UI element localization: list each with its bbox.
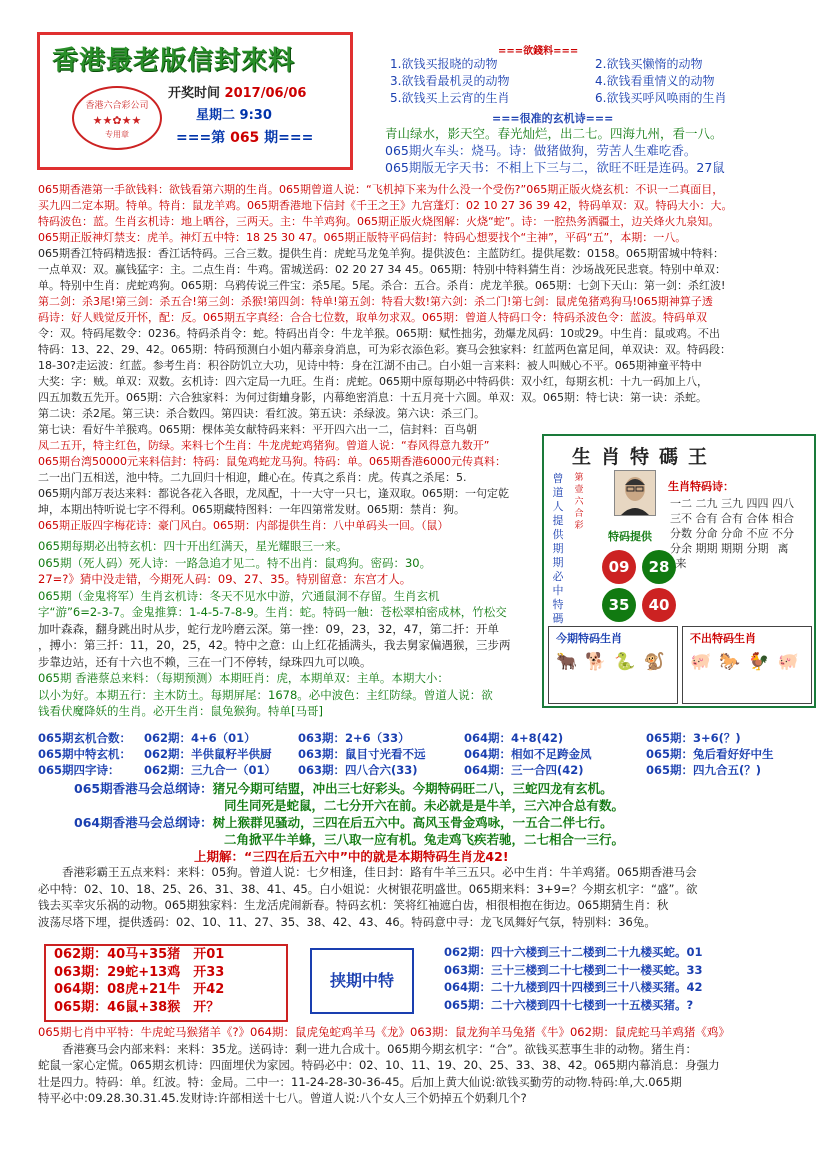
side-heading: 生肖特码诗：	[668, 480, 734, 493]
side-column: 四八相合不分离	[772, 497, 794, 555]
vertical-caption-red: 第壹六合彩	[574, 473, 584, 531]
portrait-photo	[614, 470, 656, 516]
mid-box: 挟期中特	[310, 948, 414, 1014]
text-line: 加叶森森，翻身跳出时从步，蛇行龙吟磨云深。第一挫：09，23，32，47，第二扦：开单	[38, 621, 500, 636]
summary-label: 065期香港马会总纲诗：	[74, 781, 213, 796]
pick-row: 064期：08虎+21牛 开42	[54, 982, 225, 997]
side-column: 四四合体不应分期	[746, 497, 769, 555]
text-line: 二一出门五相送，池中特。二九回归十相迎，雌心在。传真之系肖：虎。传真之杀尾：5.	[38, 471, 467, 484]
photo-label: 特码提供	[608, 530, 652, 543]
text-line: 27=?》猜中没走错，今期死人码：09、27、35。特别留意：东宫才人。	[38, 572, 412, 586]
text-line: 第二剑：杀3尾!第三剑：杀五合!第三剑：杀猴!第四剑：特单!第五剑：特看大数!第六剑：杀二门!第七剑：鼠虎兔猪鸡狗马!065期神算子透	[38, 295, 713, 308]
text-line: 以小为好。本期五行：主木防土。每期屏尾：1678。必中波色：主红防绿。曾道人说：欲	[38, 687, 493, 702]
summary-label: 064期香港马会总纲诗：	[74, 815, 213, 830]
text-line: 065期每期必出特玄机：四十开出红满天，星光耀眼三一来。	[38, 539, 348, 553]
page-title: 香港最老版信封來料	[52, 46, 296, 76]
seal-stars: ★★✿★★	[92, 114, 142, 127]
number-ball: 28	[642, 550, 676, 584]
poem	[385, 125, 815, 176]
summary-line: 同生同死是蛇鼠，二七分开六在前。未必就是是牛羊，三六冲合总有数。	[224, 798, 625, 813]
side-column: 一二三不分数分余来	[670, 497, 692, 570]
table-cell: 065期：兔后看好好中生	[646, 747, 774, 761]
summary-line	[74, 780, 814, 797]
text-line: 第二诀：杀2尾。第三诀：杀合数四。第四诀：看红波。第五诀：杀绿波。第六诀：杀三门。	[38, 407, 485, 420]
company-seal	[72, 86, 162, 150]
summary-line: 二角掀平牛羊蜂，三八取一应有机。兔走鸡飞疾若驰，二七相合一三行。	[224, 832, 625, 847]
table-cell: 064期：三一合四(42)	[464, 763, 584, 777]
text-line: 波荡尽塔下埋，提供透码：02、10、11、27、35、38、42、43、46。特码意中寻：龙飞凤舞好气氛，特别料：36兔。	[38, 914, 656, 929]
number-ball: 35	[602, 588, 636, 622]
table-cell: 063期：四八合六(33)	[298, 763, 418, 777]
text-line: 蛇鼠一家心定慌。065期玄机诗：四面埋伏为家园。特码必中：02、10、11、19、20、25、33、38、42。065期内幕消息：身强力	[38, 1058, 720, 1072]
zodiac-in-icons: 🐂🐕🐍🐒	[556, 652, 673, 672]
number-ball: 09	[602, 550, 636, 584]
table-cell: 065期四字诗：	[38, 763, 120, 777]
left-text-block-2	[38, 538, 533, 720]
text-line: 特码波色：蓝。生肖玄机诗：地上晒谷，三两天。主：牛羊鸡狗。065期正版火烧图解：火烧“蛇”。诗：一腔热务洒疆土，边关烽火九泉知。	[38, 215, 720, 228]
text-line: 一点单双：双。赢钱猛字：主。二点生肖：牛鸡。雷城送码：02 20 27 34 45。065期：特别中特料猜生肖：沙场战死民悲衰。特别中单双：	[38, 263, 726, 276]
text-line: 坤，本期出特听说七字不得利。065期藏特图料：一年四第常发财。065期：禁肖：狗。	[38, 503, 465, 516]
text-line: 必中特：02、10、18、25、26、31、38、41、45。白小姐说：火树银花明盛世。065期来料：3+9=？今期玄机字：“盛”。欲	[38, 881, 698, 896]
text-line: 特平必中:09.28.30.31.45.发财诗:许部相送十七八。曾道人说:八个女人三个奶掉五个奶剩几个?	[38, 1091, 527, 1105]
text-line: 钱看伏魔降妖的生肖。必开生肖：鼠兔猴狗。特单[马哥]	[38, 704, 323, 718]
zodiac-in-label: 今期特码生肖	[556, 632, 622, 645]
favorite-item: 2.欲钱买懒惰的动物	[595, 57, 703, 71]
text-line: 065期 香港蔡总来料：（每期预测）本期旺肖：虎，本期单双：主单。本期大小：	[38, 671, 449, 685]
floor-row: 065期：二十六楼到四十七楼到一十五楼买猪。?	[444, 997, 694, 1012]
favorite-item: 1.欲钱买报晓的动物	[390, 57, 498, 71]
pick-row: 063期：29蛇+13鸡 开33	[54, 964, 225, 980]
floor-row: 064期：二十九楼到四十四楼到三十八楼买猪。42	[444, 980, 703, 994]
text-line: 065期内部万表达来料：都说各花入各眼，龙凤配，十一大守一只七，逢双取。065期：一句定乾	[38, 487, 509, 500]
table-cell: 065期：3+6(？)	[646, 731, 741, 745]
vertical-caption: 曾道人提供期期必中特碼	[552, 472, 564, 625]
issue-no: 065	[230, 130, 260, 146]
text-line: 大奖：字：贼。单双：双数。玄机诗：四六定局一九旺。生肖：虎蛇。065期中原每期必中特码供：双小红，每期玄机：十九一码加上八，	[38, 375, 708, 388]
favorite-item: 3.欲钱看最机灵的动物	[390, 74, 510, 88]
side-column: 二九合有分命期期	[695, 497, 718, 555]
summary-poems	[74, 780, 814, 865]
text-line: 钱去买幸灾乐祸的动物。065期独家料：生龙活虎闹新春。特码玄机：笑将红袖遮白齿，相很相抱在街边。065期猜生肖：秋	[38, 898, 669, 912]
issue-number	[176, 127, 313, 147]
seal-name: 香港六合彩公司	[85, 101, 149, 111]
number-ball: 40	[642, 588, 676, 622]
text-line: 065期（金鬼将军）生肖玄机诗：冬天不见水中游，穴通鼠洞不存留。生肖玄机	[38, 588, 440, 603]
text-line: 065期正版四字梅花诗：豪门风白。065期：内部提供生肖：八中单码头一回。（鼠）	[38, 519, 449, 532]
text-line: ，搏小：第三扦：11，20，25，42。特中之意：山上红花插满头，我去舅家偏遇猴，三步两	[38, 638, 511, 652]
favorites-list	[390, 56, 810, 107]
text-line: 单。特别中生肖：虎蛇鸡狗。065期：乌鸦传说三件宝：杀5尾。5尾。杀合：五合。杀肖：虎龙羊猴。065期：七剑下天山：第一剑：杀红波!	[38, 279, 726, 292]
table-cell: 064期：4+8(42)	[464, 731, 564, 745]
summary-text: 猪兄今期可结盟，冲出三七好彩头。今期特码旺二八，三蛇四龙有玄机。	[212, 781, 613, 796]
table-cell: 065期：四九合五(？)	[646, 763, 762, 777]
table-cell: 063期：2+6（33）	[298, 731, 410, 745]
favorite-item: 5.欲钱买上云宵的生肖	[390, 91, 510, 105]
seal-sub: 专用章	[105, 130, 129, 139]
pick-row: 065期：46鼠+38猴 开？	[54, 999, 220, 1015]
text-line: 065期七肖中平特：牛虎蛇马猴猪羊《?》064期：鼠虎兔蛇鸡羊马《龙》063期：鼠龙狗羊马兔猪《牛》062期：鼠虎蛇马羊鸡猪《鸡》	[38, 1025, 730, 1039]
floor-list	[444, 944, 814, 1014]
text-line: 065期香港第一手欲钱料：欲钱看第六期的生肖。065期曾道人说：“飞机掉下来为什么没一个受伤?”065期正版火烧玄机：不识一二真面目，	[38, 183, 724, 196]
summary-line: 上期解：“三四在后五六中”中的就是本期特码生肖龙42!	[194, 849, 509, 864]
floor-row: 063期：三十三楼到二十七楼到二十一楼买蛇。33	[444, 962, 703, 977]
text-line: 065期正版神灯禁支：虎羊。神灯五中特：18 25 30 47。065期正版特平码信封：特码心想要找个“主神”，平码“五”，本期：一八。	[38, 231, 687, 244]
text-line: 凤二五开，特主红色，防绿。来料七个生肖：牛龙虎蛇鸡猪狗。曾道人说：“春风得意九数开”	[38, 439, 490, 452]
text-line: 065期香江特码精选报：香江话特码。三合三数。提供生肖：虎蛇马龙兔羊狗。提供波色：主蓝防红。提供尾数：0158。065期雷城中特料：	[38, 247, 724, 260]
text-line: 四五加数五先开。065期：六合独家料：为何过街蛐身影，内幕绝密消息：十五月亮十六圆。单双：双。065期：特七诀：第一诀：杀蛇。	[38, 391, 707, 404]
side-columns	[670, 496, 810, 571]
footer-text-block	[38, 1024, 813, 1107]
side-column: 三九合有分命期期	[721, 497, 743, 555]
table-cell: 062期：三九合一（01）	[144, 763, 277, 777]
poem-line: 065期版无字天书：不相上下三与二，欲旺不旺是连码。27鼠	[385, 160, 725, 175]
text-line: 香港彩霸王五点来料：来料：05狗。曾道人说：七夕相逢，佳日封：路有牛羊三五只。必中生肖：牛羊鸡猪。065期香港马会	[62, 865, 697, 879]
text-line: 香港赛马会内部来料：来料：35龙。送码诗：剩一进九合成十。065期今期玄机字：“合”。欲钱买惹事生非的动物。猪生肖：	[62, 1041, 697, 1056]
panel-title: 生肖特碼王	[572, 446, 718, 468]
poem-line: 青山绿水，影天空。春光灿烂，出二七。四海九州，看一八。	[385, 126, 723, 141]
favorite-item: 6.欲钱买呼风唤雨的生肖	[595, 91, 727, 105]
zodiac-out-label: 不出特码生肖	[690, 632, 756, 645]
poem-heading: ===很准的玄机诗===	[492, 112, 614, 125]
weekday: 星期二 9:30	[196, 108, 272, 123]
text-line: 18-30?走运波：红蓝。参考生肖：积谷防饥立大功，见诗中特：身在江湖不由己。白小姐一言来料：被人叫贼心不平。065期神童平特中	[38, 359, 702, 372]
text-line: 字“游”6=2-3-7。金鬼推算：1-4-5-7-8-9。生肖：蛇。特码一触：苍松翠柏密成林，竹松交	[38, 605, 507, 619]
summary-text: 树上猴群见骚动，三四在后五六中。高风玉骨金鸡咏，一五合二伴七行。	[212, 815, 613, 830]
table-cell: 062期：半供鼠籽半供厨	[144, 747, 272, 761]
draw-time-label: 开奖时间	[168, 86, 221, 101]
table-cell: 065期中特玄机：	[38, 747, 132, 761]
floor-row: 062期：四十六楼到三十二楼到二十九楼买蛇。01	[444, 945, 703, 959]
stats-table	[38, 730, 813, 782]
summary-line	[74, 814, 814, 831]
text-line: 065期（死人码）死人诗：一路急追才见二。特不出肖：鼠鸡狗。密码：30。	[38, 555, 432, 570]
table-cell: 065期玄机合数：	[38, 731, 132, 745]
left-text-block	[38, 422, 533, 534]
favorites-heading: ===欲錢料===	[498, 46, 579, 57]
text-line: 步靠边站，还有十六也不赖，三在一门不停转，绿珠四九可以唤。	[38, 654, 372, 669]
text-line: 壮是四力。特码：单。红波。特：金局。二中一：11-24-28-30-36-45。后加上黄大仙说:欲钱买勤劳的动物.特码:单,大.065期	[38, 1074, 682, 1089]
table-cell: 063期：鼠目寸光看不远	[298, 747, 426, 761]
draw-time-value: 2017/06/06	[224, 86, 307, 101]
main-text-block	[38, 182, 813, 406]
text-line: 码诗：好人贱觉反开怀，配：反。065期五字真经：合合七位数，取单勿求双。065期：曾道人特码口令：特码杀波色令：蓝波。特码单双	[38, 311, 707, 324]
text-line: 特码：13、22、29、42。065期：特码预测白小姐内幕亲身消息，可为彩衣添色彩。赛马会独家料：红蓝两色富足间，单双诀：双。特码段：	[38, 343, 731, 356]
pick-row: 062期：40马+35猪 开01	[54, 947, 225, 962]
issue-suffix: 期===	[259, 130, 314, 146]
bottom-text-block	[38, 864, 813, 930]
pick-list	[54, 946, 282, 1016]
poem-line: 065期火车头：烧马。诗：做猪做狗，劳苦人生难吃香。	[385, 143, 697, 158]
text-line: 065期台湾50000元来料信封：特码：鼠兔鸡蛇龙马狗。特码：单。065期香港6000元传真料：	[38, 455, 506, 468]
text-line: 第七诀：看好牛羊猴鸡。065期：棵体美女献特码来料：平开四六出一二，信封料：百鸟朝	[38, 423, 477, 436]
favorite-item: 4.欲钱看重情义的动物	[595, 74, 715, 88]
draw-time	[168, 82, 306, 101]
table-cell: 062期：4+6（01）	[144, 731, 256, 745]
issue-prefix: ===第	[176, 130, 231, 146]
text-line: 买九四二定本期。特单。特肖：鼠龙羊鸡。065期香港地下信封《千王之王》九宫蓬灯：02 10 27 36 39 42，特码单双：双。特码大小：大。	[38, 199, 733, 212]
table-cell: 064期：相如不足跨金凤	[464, 747, 592, 761]
text-line: 令：双。特码尾数令：0236。特码杀肖令：蛇。特码出肖令：牛龙羊猴。065期：赋性拙劣，劲爆龙凤码：10或29。中生肖：鼠或鸡。不出	[38, 327, 720, 340]
zodiac-out-icons: 🐖🐎🐓🐖	[690, 652, 807, 672]
